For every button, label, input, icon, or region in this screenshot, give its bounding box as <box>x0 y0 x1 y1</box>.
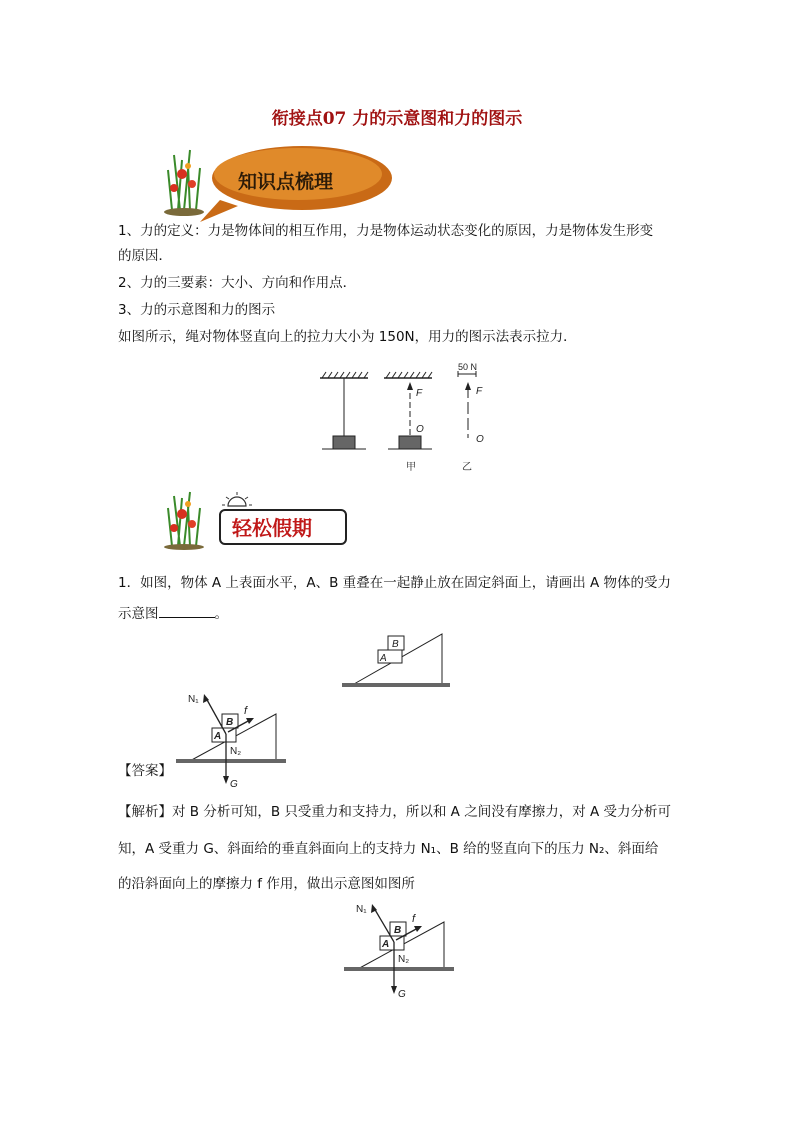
answer-figure <box>172 688 288 788</box>
analysis-N2-label: N₂ <box>398 954 410 965</box>
incline-A-label: A <box>380 653 387 664</box>
fig1-O-label: O <box>416 424 424 435</box>
force-figure-1 <box>318 358 508 476</box>
knowledge-p4: 如图所示，绳对物体竖直向上的拉力大小为 150N，用力的图示法表示拉力． <box>118 329 577 345</box>
fig1-O2-label: O <box>476 434 484 445</box>
knowledge-banner <box>160 140 400 225</box>
analysis-f-label: f <box>412 913 416 925</box>
flower-icon <box>164 150 204 216</box>
fig1-F-label: F <box>416 388 423 399</box>
incline-figure <box>340 628 452 690</box>
analysis-line2: 知，A 受重力 G、斜面给的垂直斜面向上的支持力 N₁、B 给的竖直向下的压力 N₂、斜面给 <box>118 841 659 857</box>
question-line2 <box>118 603 678 625</box>
analysis-line3: 的沿斜面向上的摩擦力 f 作用，做出示意图如图所 <box>118 876 415 892</box>
incline-B-label: B <box>392 639 399 650</box>
analysis-figure <box>340 900 456 1000</box>
fig1-F2-label: F <box>476 386 483 397</box>
knowledge-p1b: 的原因． <box>118 248 172 264</box>
answer-f-label: f <box>244 705 248 717</box>
knowledge-p3: 3、力的示意图和力的图示 <box>118 302 276 318</box>
fig1-scale-label: 50 N <box>458 362 478 372</box>
answer-N2-label: N₂ <box>230 746 242 757</box>
question-line2-end: 。 <box>214 606 228 622</box>
sun-icon <box>222 492 252 506</box>
flower-icon <box>164 492 204 550</box>
analysis-N1-label: N₁ <box>356 904 367 915</box>
answer-A-label: A <box>214 731 222 742</box>
question-line1: 1．如图，物体 A 上表面水平，A、B 重叠在一起静止放在固定斜面上，请画出 A 物体的受力 <box>118 575 672 591</box>
analysis-A-label: A <box>382 939 390 950</box>
fig1-jia-label: 甲 <box>406 462 416 473</box>
flower-bubble-graphic <box>160 140 400 225</box>
analysis-B-label: B <box>394 925 402 936</box>
question-line2-text: 示意图 <box>118 606 159 622</box>
holiday-banner <box>160 488 360 550</box>
answer-B-label: B <box>226 717 234 728</box>
banner2-text: 轻松假期 <box>232 518 312 540</box>
answer-N1-label: N₁ <box>188 694 199 705</box>
knowledge-p1: 1、力的定义：力是物体间的相互作用，力是物体运动状态变化的原因，力是物体发生形变 <box>118 223 654 239</box>
fig1-yi-label: 乙 <box>462 462 472 473</box>
knowledge-p2: 2、力的三要素：大小、方向和作用点． <box>118 275 357 291</box>
analysis-G-label: G <box>398 989 406 1000</box>
answer-G-label: G <box>230 779 238 788</box>
page-title: 衔接点07 力的示意图和力的图示 <box>271 109 523 129</box>
answer-label: 【答案】 <box>118 763 172 779</box>
answer-blank <box>159 603 215 618</box>
banner1-text: 知识点梳理 <box>238 172 334 193</box>
analysis-line1: 【解析】对 B 分析可知，B 只受重力和支持力，所以和 A 之间没有摩擦力，对 A 受力分析可 <box>118 804 672 820</box>
